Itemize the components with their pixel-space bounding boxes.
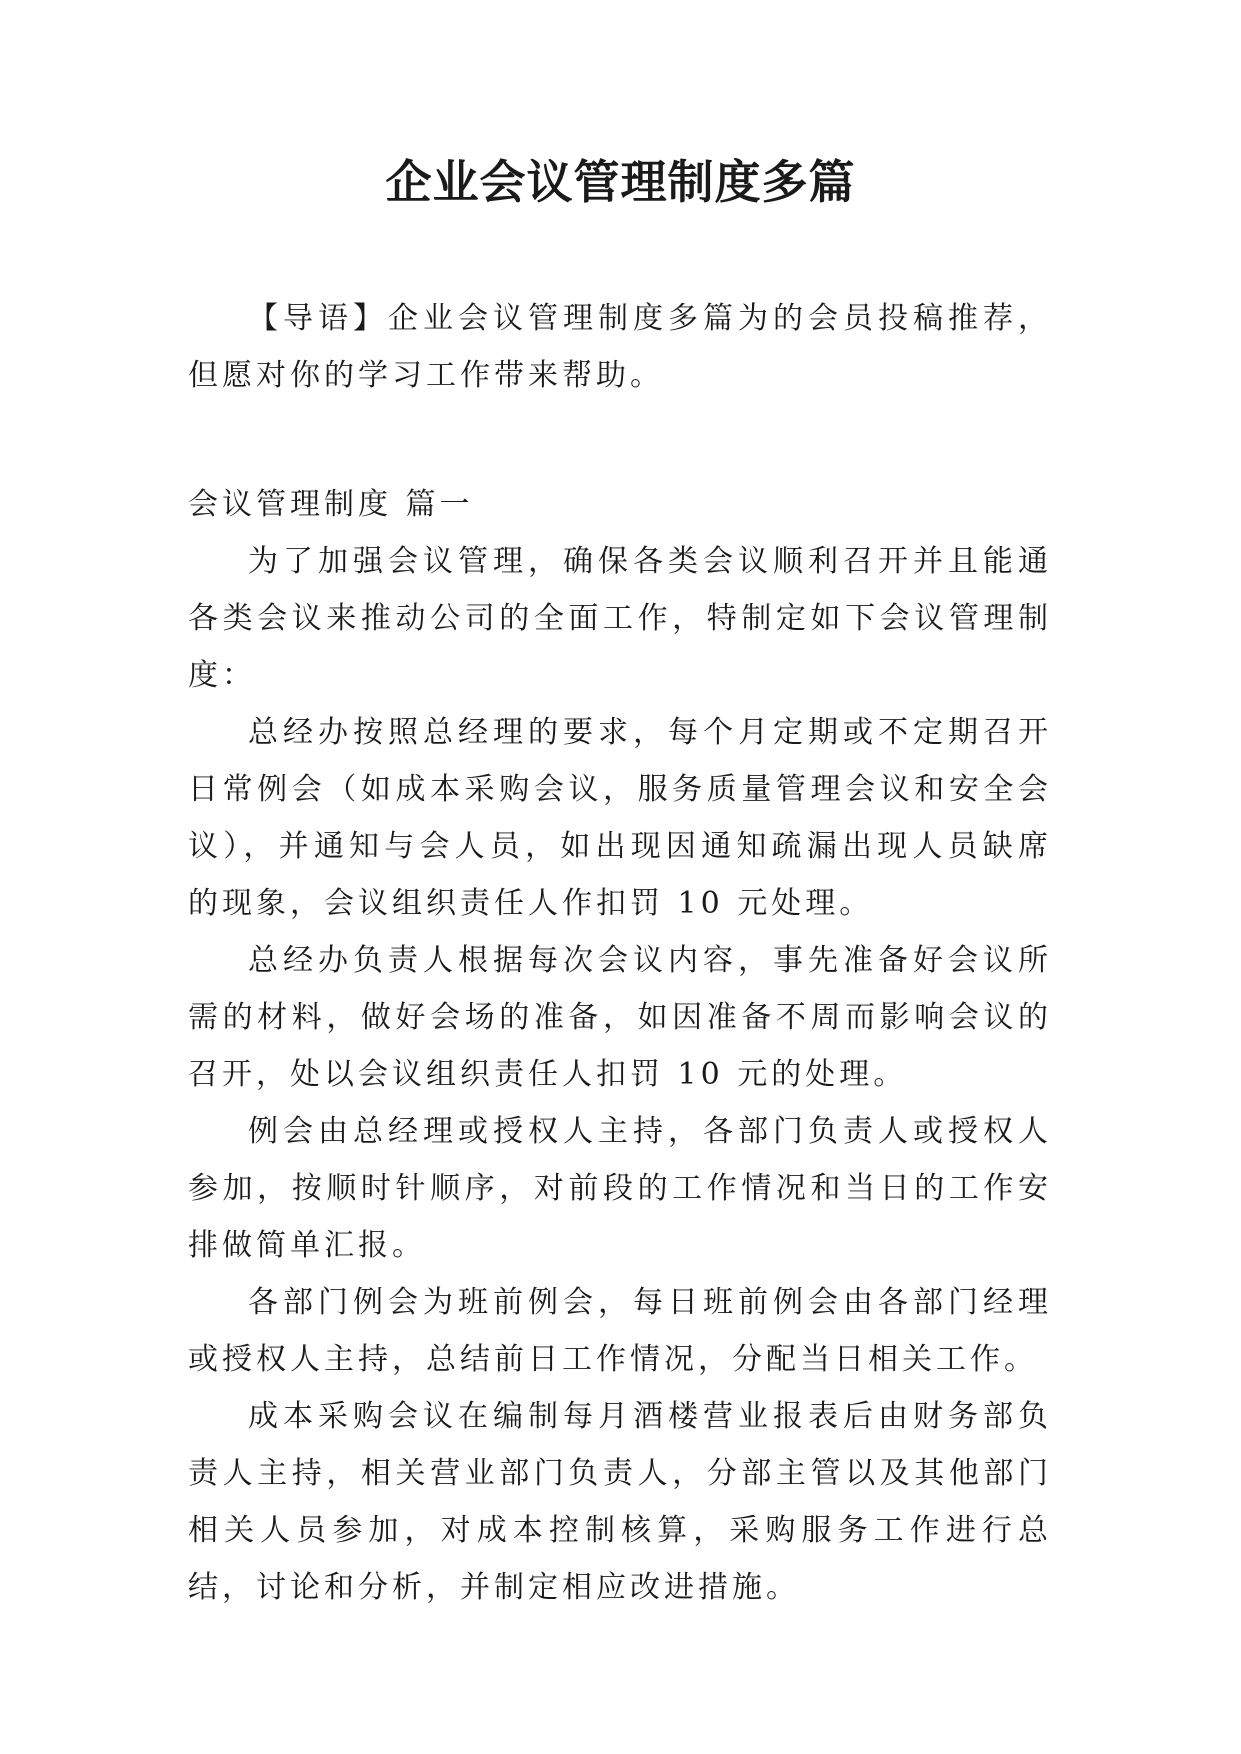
document-body [188, 290, 1052, 1616]
paragraph-3: 总经办负责人根据每次会议内容，事先准备好会议所需的材料，做好会场的准备，如因准备不周而影响会议的召开，处以会议组织责任人扣罚 10 元的处理。 [188, 943, 1052, 1092]
paragraph-1: 为了加强会议管理，确保各类会议顺利召开并且能通各类会议来推动公司的全面工作，特制定如下会议管理制度： [188, 544, 1052, 693]
document-title: 企业会议管理制度多篇 [385, 155, 856, 209]
paragraph-2: 总经办按照总经理的要求，每个月定期或不定期召开日常例会（如成本采购会议，服务质量管理会议和安全会议），并通知与会人员，如出现因通知疏漏出现人员缺席的现象，会议组织责任人作扣罚 10 元处理。 [188, 715, 1052, 921]
paragraph-4: 例会由总经理或授权人主持，各部门负责人或授权人参加，按顺时针顺序，对前段的工作情况和当日的工作安排做简单汇报。 [188, 1114, 1052, 1263]
section-heading: 会议管理制度 篇一 [188, 487, 474, 522]
paragraph-5: 各部门例会为班前例会，每日班前例会由各部门经理或授权人主持，总结前日工作情况，分配当日相关工作。 [188, 1285, 1052, 1377]
intro-paragraph: 【导语】企业会议管理制度多篇为的会员投稿推荐，但愿对你的学习工作带来帮助。 [188, 301, 1052, 393]
paragraph-6: 成本采购会议在编制每月酒楼营业报表后由财务部负责人主持，相关营业部门负责人，分部主管以及其他部门相关人员参加，对成本控制核算，采购服务工作进行总结，讨论和分析，并制定相应改进措施。 [188, 1399, 1052, 1605]
